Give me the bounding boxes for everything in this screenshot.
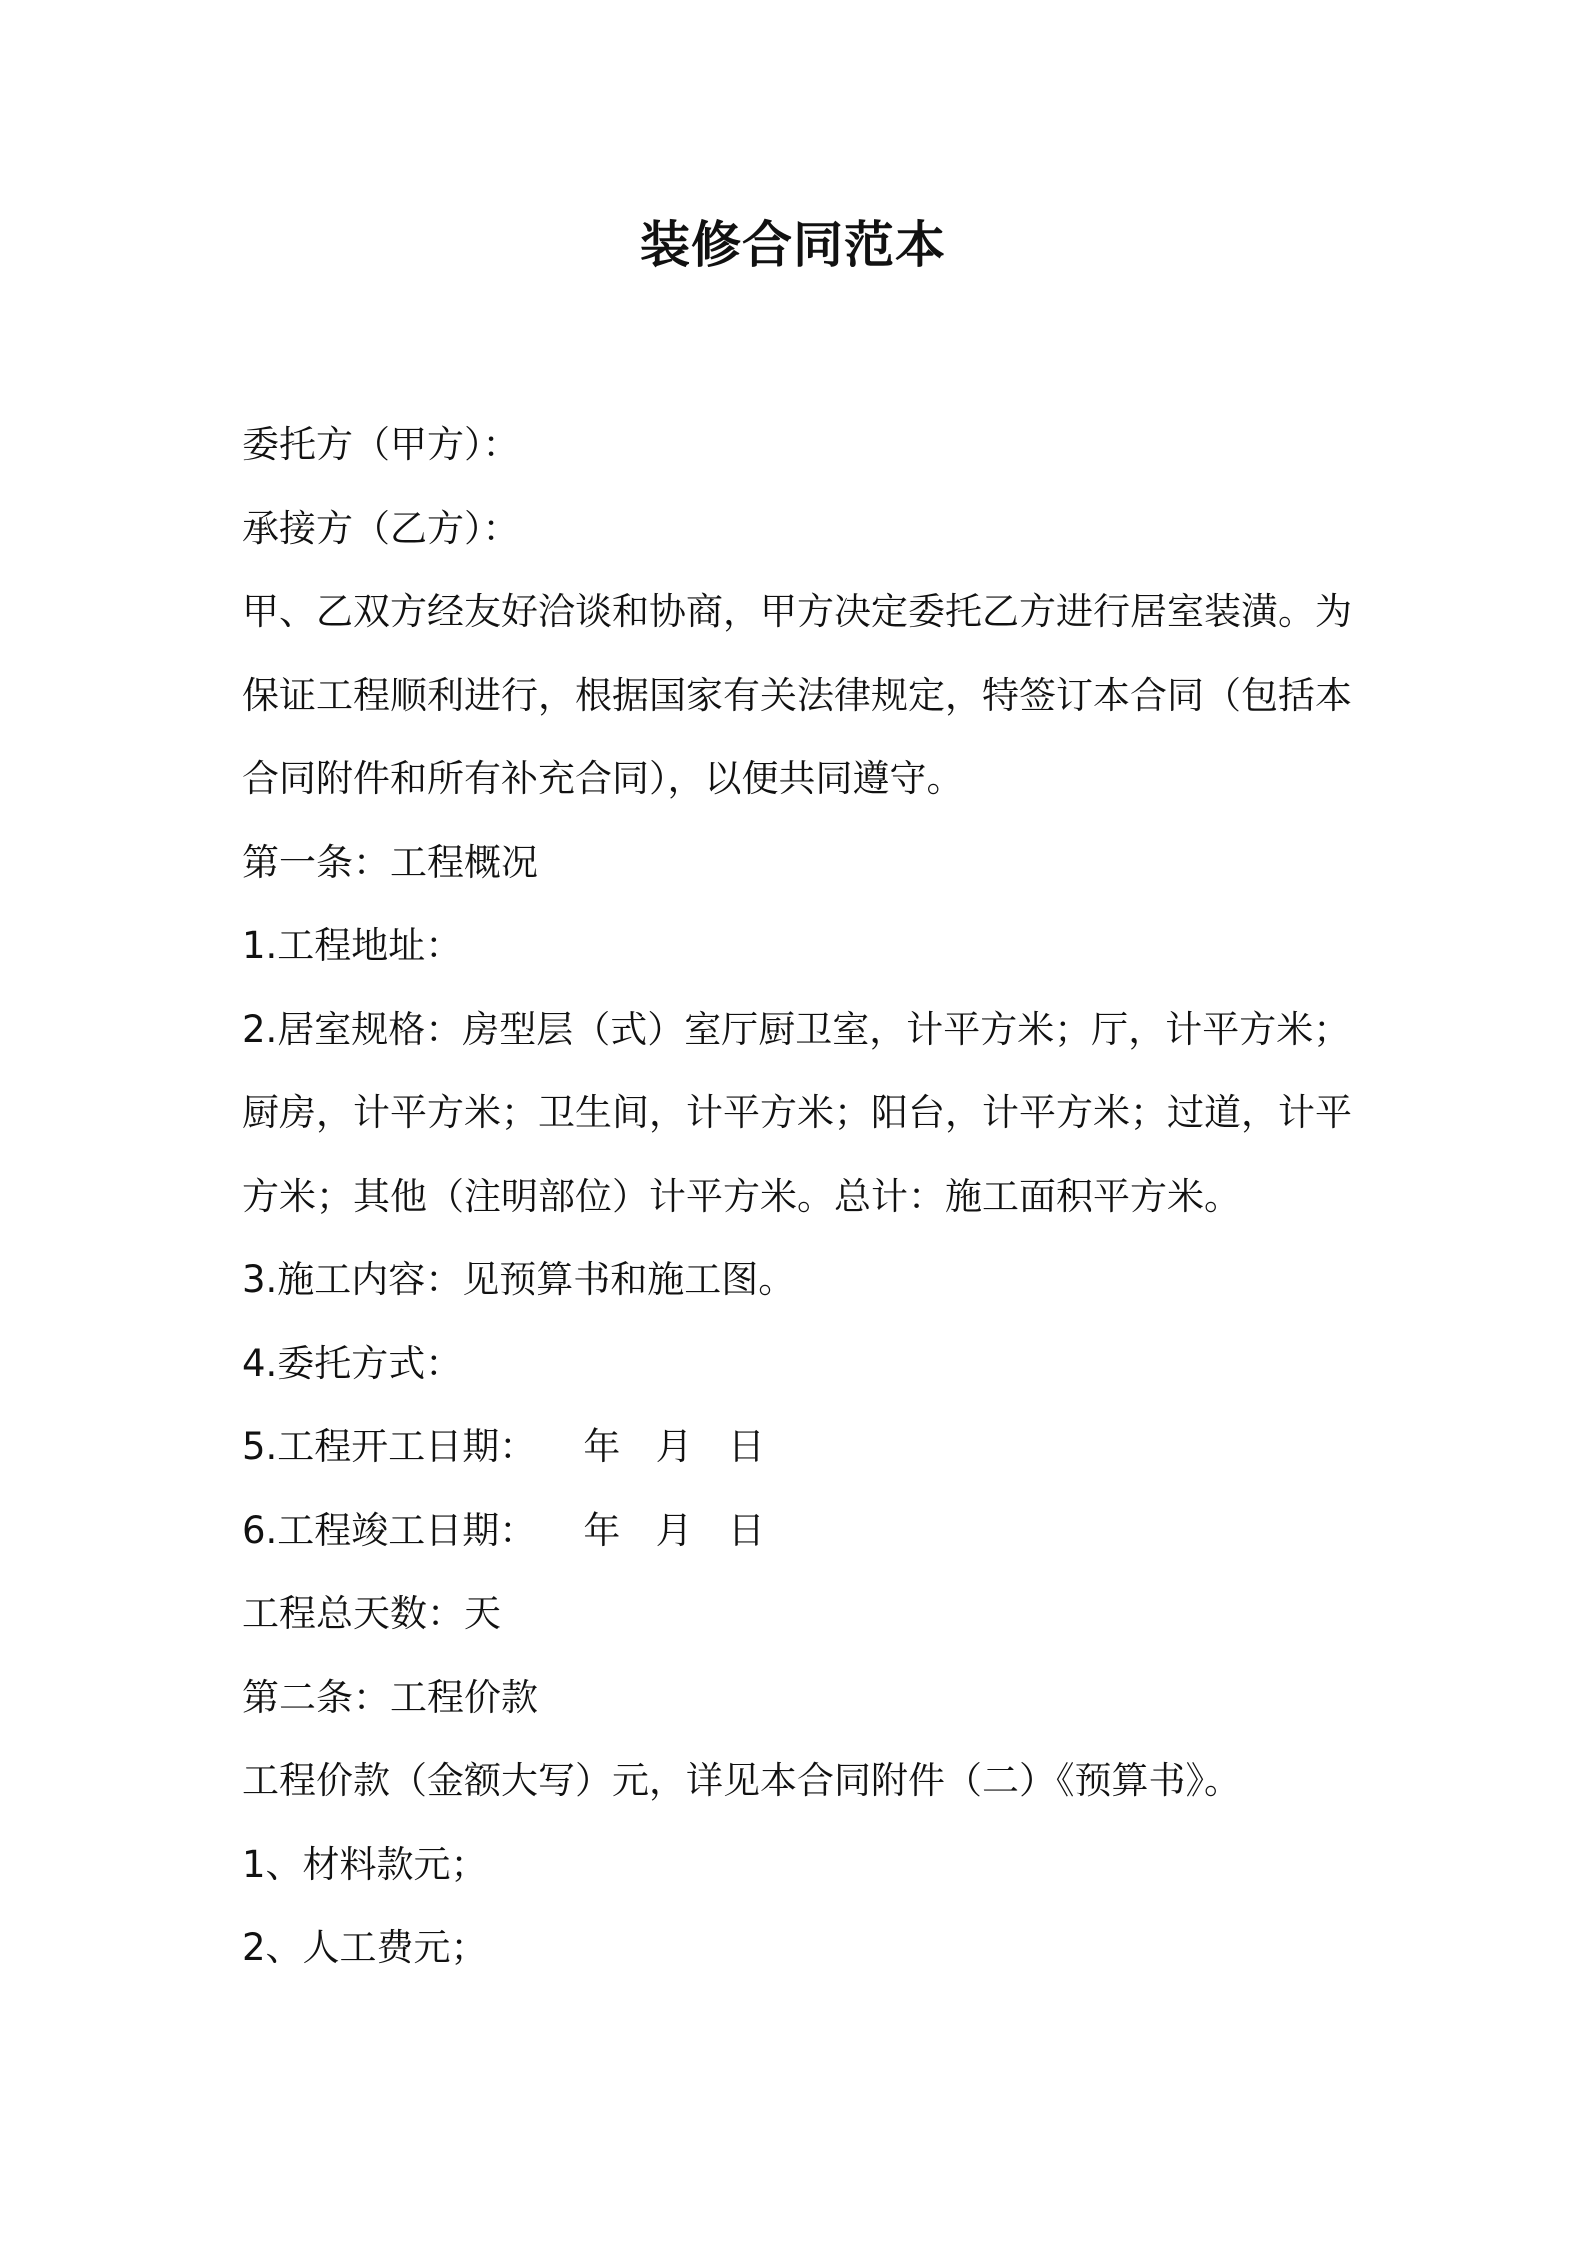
construction-content-line: 3.施工内容：见预算书和施工图。 <box>242 1258 796 1301</box>
room-spec-line: 方米；其他（注明部位）计平方米。总计：施工面积平方米。 <box>242 1174 1241 1218</box>
document-title: 装修合同范本 <box>640 216 946 274</box>
project-address-line: 1.工程地址： <box>242 924 463 967</box>
material-cost-line: 1、材料款元； <box>242 1842 488 1886</box>
party-a-line: 委托方（甲方）： <box>242 423 520 466</box>
start-date-line: 5.工程开工日期： 年 月 日 <box>242 1425 765 1468</box>
article-one-heading: 第一条：工程概况 <box>242 840 538 884</box>
document-body <box>242 403 1372 1990</box>
article-two-heading: 第二条：工程价款 <box>242 1675 538 1719</box>
intro-paragraph-line: 甲、乙双方经友好洽谈和协商，甲方决定委托乙方进行居室装潢。为 <box>242 590 1352 633</box>
completion-date-line: 6.工程竣工日期： 年 月 日 <box>242 1508 765 1552</box>
project-price-line: 工程价款（金额大写）元，详见本合同附件（二）《预算书》。 <box>242 1759 1241 1802</box>
intro-paragraph-line: 合同附件和所有补充合同），以便共同遵守。 <box>242 757 964 800</box>
labor-cost-line: 2、人工费元； <box>242 1926 488 1969</box>
total-days-line: 工程总天数：天 <box>242 1592 501 1635</box>
party-b-line: 承接方（乙方）： <box>242 506 520 550</box>
room-spec-line: 厨房，计平方米；卫生间，计平方米；阳台，计平方米；过道，计平 <box>242 1091 1352 1134</box>
intro-paragraph-line: 保证工程顺利进行，根据国家有关法律规定，特签订本合同（包括本 <box>242 673 1352 717</box>
room-spec-line: 2.居室规格：房型层（式）室厅厨卫室，计平方米；厅，计平方米； <box>242 1007 1351 1051</box>
commission-method-line: 4.委托方式： <box>242 1341 463 1385</box>
